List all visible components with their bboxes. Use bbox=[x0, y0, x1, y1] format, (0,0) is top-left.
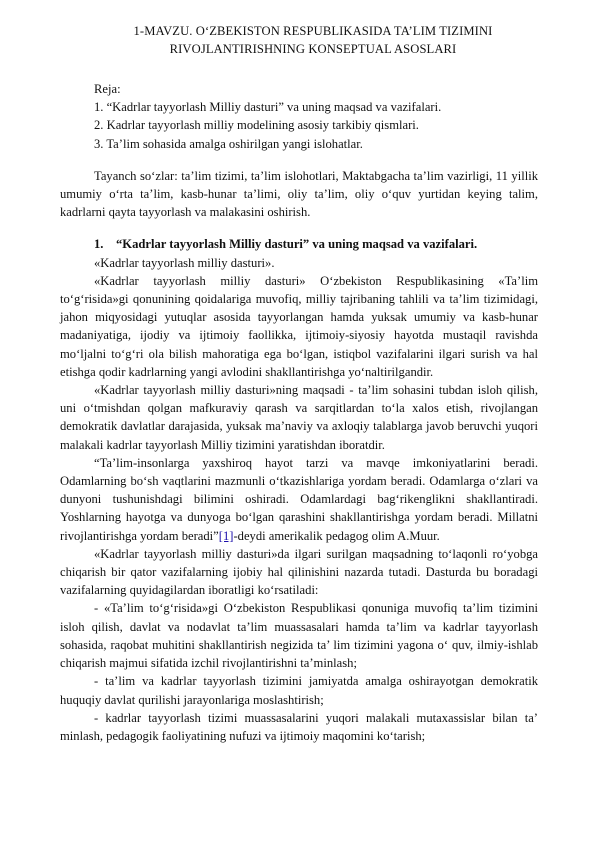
paragraph: «Kadrlar tayyorlash milliy dasturi»ning maqsadi - ta’lim sohasini tubdan isloh qilish, uni o‘tmishdan qolgan mafkuraviy qarash va sarqitlardan to‘la xalos etish, rivojlangan demokratik davlatlar darajasida, yuksak ma’naviy va axloqiy talablarga javob beruvchi yuqori malakali kadrlar tayyorlash Milliy tizimini yaratishdan iboratdir. bbox=[60, 383, 538, 452]
plan-item: 3. Ta’lim sohasida amalga oshirilgan yangi islohatlar. bbox=[94, 136, 363, 151]
plan-heading: Reja: bbox=[94, 82, 121, 96]
quote-text: “Ta’lim-insonlarga yaxshiroq hayot tarzi va mavqe imkoniyatlarini beradi. Odamlarning bo‘sh vaqtlarini mazmunli o‘tkazishlariga yordam beradi. Odamlarga o‘zlari va dunyoni tushunishdagi bilimini oshiradi. Odamlardagi bag‘rikenglikni shakllantiradi. Yoshlarning hayotga va dunyoga bo‘lgan qarashini shakllantirishga yordam beradi. Millatni rivojlantirishga yordam beradi” bbox=[60, 455, 538, 543]
section-title-text: “Kadrlar tayyorlash Milliy dasturi” va uning maqsad va vazifalari. bbox=[116, 237, 478, 252]
paragraph: «Kadrlar tayyorlash milliy dasturi»da ilgari surilgan maqsadning to‘laqonli ro‘yobga chiqarish bir qator vazifalarning ijobiy hal qilinishini nazarda tutadi. Dasturda bu boradagi vazifalarning quyidagilardan iboratligi ko‘rsatiladi: bbox=[60, 546, 538, 598]
document-title bbox=[60, 22, 538, 58]
quote-paragraph bbox=[60, 454, 538, 545]
plan-item: 1. “Kadrlar tayyorlash Milliy dasturi” va uning maqsad va vazifalari. bbox=[94, 100, 442, 115]
list-item: - «Ta’lim to‘g‘risida»gi O‘zbekiston Respublikasi qonuniga muvofiq ta’lim tizimini isloh qilish, davlat va nodavlat ta’lim muassasalari hamda ta’lim va kadrlar tayyorlash sohasida, raqobat muhitini shakllantirish negizida ta’ lim tizimini yagona o‘ quv, ilmiy-ishlab chiqarish majmui sifatida izchil rivojlantirishni ta’minlash; bbox=[60, 601, 538, 671]
footnote-link[interactable]: [1] bbox=[218, 528, 234, 543]
paragraph: «Kadrlar tayyorlash milliy dasturi» O‘zbekiston Respublikasining «Ta’lim to‘g‘risida»gi qonunining qoidalariga muvofiq, milliy tajribaning tahlili va ta’lim tizimidagi, jahon miqyosidagi yutuqlar asosida tayyorlangan hamda yuksak umumiy va kasb-hunar madaniyatiga, ijodiy va ijtimoiy faollikka, ijtimoiy-siyosiy hayotda mustaqil ravishda mo‘ljalni to‘g‘ri ola bilish mahoratiga ega bo‘lgan, istiqbol vazifalarini ilgari surish va hal etishga qodir kadrlarning yangi avlodini shakllantirishga yo‘naltirilgandir. bbox=[60, 273, 538, 379]
title-line-2: RIVOJLANTIRISHNING KONSEPTUAL ASOSLARI bbox=[169, 42, 457, 56]
list-item: - kadrlar tayyorlash tizimi muassasalarini yuqori malakali mutaxassislar bilan ta’ minlash, pedagogik faoliyatining nufuzi va ijtimoiy maqomini ko‘tarish; bbox=[60, 710, 538, 743]
paragraph: «Kadrlar tayyorlash milliy dasturi». bbox=[94, 255, 275, 270]
quote-attribution: -deydi amerikalik pedagog olim A.Muur. bbox=[233, 528, 440, 543]
plan-section bbox=[60, 80, 538, 153]
plan-item: 2. Kadrlar tayyorlash milliy modelining asosiy tarkibiy qismlari. bbox=[94, 118, 419, 133]
title-line-1: 1-MAVZU. O‘ZBEKISTON RESPUBLIKASIDA TA’LIM TIZIMINI bbox=[133, 24, 493, 38]
list-item: - ta’lim va kadrlar tayyorlash tizimini jamiyatda amalga oshirayotgan demokratik huquqiy davlat qurilishi jarayonlariga moslashtirish; bbox=[60, 674, 538, 707]
section-number: 1. bbox=[94, 237, 104, 252]
section-heading bbox=[60, 235, 538, 253]
keywords-paragraph: Tayanch so‘zlar: ta’lim tizimi, ta’lim islohotlari, Maktabgacha ta’lim vazirligi, 11 yillik umumiy o‘rta ta’lim, kasb-hunar ta’limi, oliy ta’lim, oliy o‘quv yurtidan keying talim, kadrlarni qayta tayyorlash va malakasini oshirish. bbox=[60, 168, 538, 220]
